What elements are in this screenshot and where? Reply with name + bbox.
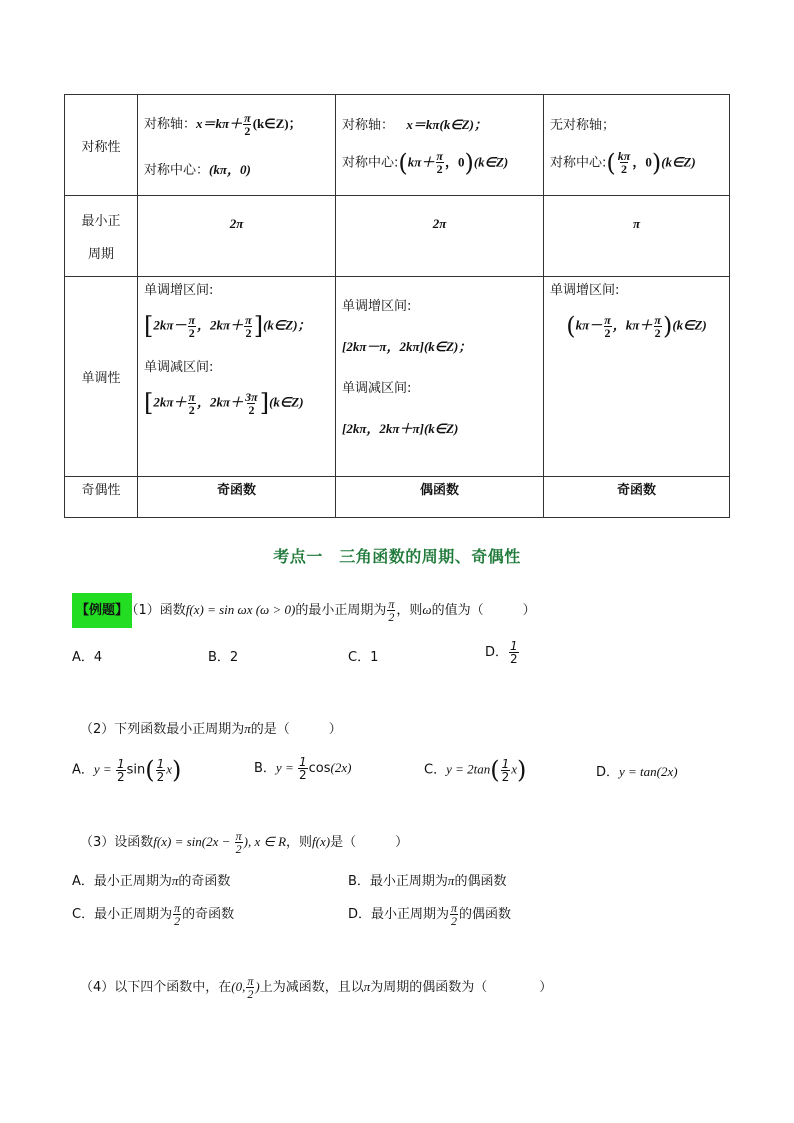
- cos-parity: 偶函数: [336, 477, 544, 518]
- q1-option-a: A．4: [72, 650, 103, 665]
- q2-option-d: D．y = tan(2x): [596, 764, 678, 780]
- tan-period: π: [544, 196, 730, 277]
- question-3-stem: （3）设函数f(x) = sin(2x − $\frac{\pi}{2}$ ), x ∈ R，则f(x)是（ ）: [80, 829, 409, 856]
- q3-option-c: C．最小正周期为 $\frac{\pi}{2}$ 的奇函数: [72, 901, 235, 928]
- q2-option-a: A．y = $\frac{1}{2}$ sin( $\frac{1}{2}$ x): [72, 756, 182, 784]
- q1-option-b: B．2: [208, 650, 239, 665]
- q2-option-c: C．y = 2tan( $\frac{1}{2}$ x): [424, 756, 527, 784]
- cos-monotonic-cell: 单调增区间: [2kπ－π，2kπ](k∈Z)； 单调减区间: [2kπ，2kπ＋π](k∈Z): [336, 277, 544, 477]
- example-tag: 【例题】: [72, 593, 132, 628]
- q3-option-d: D．最小正周期为 $\frac{\pi}{2}$ 的偶函数: [348, 901, 512, 928]
- table-row-symmetry: [65, 95, 730, 196]
- question-1-stem: 【例题】 （1）函数f(x) = sin ωx (ω > 0)的最小正周期为 $\frac{\pi}{2}$ ，则ω的值为（ ）: [72, 598, 536, 623]
- q3-option-b: B．最小正周期为π的偶函数: [348, 873, 507, 889]
- q1-option-d: D． $\frac{1}{2}$: [485, 639, 518, 666]
- sin-symmetry-cell: 对称轴：x＝kπ＋ $\frac{\pi}{2}$ (k∈Z)； 对称中心：(kπ，0): [138, 95, 336, 196]
- cos-symmetry-cell: 对称轴： x＝kπ(k∈Z)； 对称中心:(kπ＋ $\frac{\pi}{2}$ ，0)(k∈Z): [336, 95, 544, 196]
- sin-monotonic-cell: 单调增区间: [2kπ－ $\frac{\pi}{2}$ ，2kπ＋ $\frac{\pi}{2}$ ](k∈Z)； 单调减区间: [2kπ＋ $\frac{\pi}{2}$ ，2kπ＋ $\frac{3\pi}{2}$ ](k∈Z): [138, 277, 336, 477]
- tan-symmetry-cell: 无对称轴； 对称中心:( $\frac{k\pi}{2}$ ，0)(k∈Z): [544, 95, 730, 196]
- sin-parity: 奇函数: [138, 477, 336, 518]
- table-row-parity: [65, 477, 730, 518]
- q3-option-a: A．最小正周期为π的奇函数: [72, 873, 231, 889]
- table-row-monotonicity: [65, 277, 730, 477]
- table-row-period: [65, 196, 730, 277]
- section-title: 考点一 三角函数的周期、奇偶性: [273, 547, 521, 566]
- row-head: 对称性: [65, 95, 138, 196]
- tan-monotonic-cell: 单调增区间: (kπ－ $\frac{\pi}{2}$ ，kπ＋ $\frac{\pi}{2}$ )(k∈Z): [544, 277, 730, 477]
- row-head: 单调性: [65, 277, 138, 477]
- row-head: 奇偶性: [65, 477, 138, 518]
- question-2-stem: （2）下列函数最小正周期为π的是（ ）: [80, 721, 342, 737]
- tan-parity: 奇函数: [544, 477, 730, 518]
- q1-option-c: C．1: [348, 650, 379, 665]
- row-head: 最小正 周期: [65, 196, 138, 277]
- sin-period: 2π: [138, 196, 336, 277]
- cos-period: 2π: [336, 196, 544, 277]
- question-4-stem: （4）以下四个函数中，在(0, $\frac{\pi}{2}$ )上为减函数，且以π为周期的偶函数为（ ）: [80, 974, 553, 1001]
- trig-properties-table: [64, 94, 730, 518]
- fraction: $\frac{\pi}{2}$: [244, 111, 251, 138]
- q2-option-b: B．y = $\frac{1}{2}$ cos(2x): [254, 755, 352, 782]
